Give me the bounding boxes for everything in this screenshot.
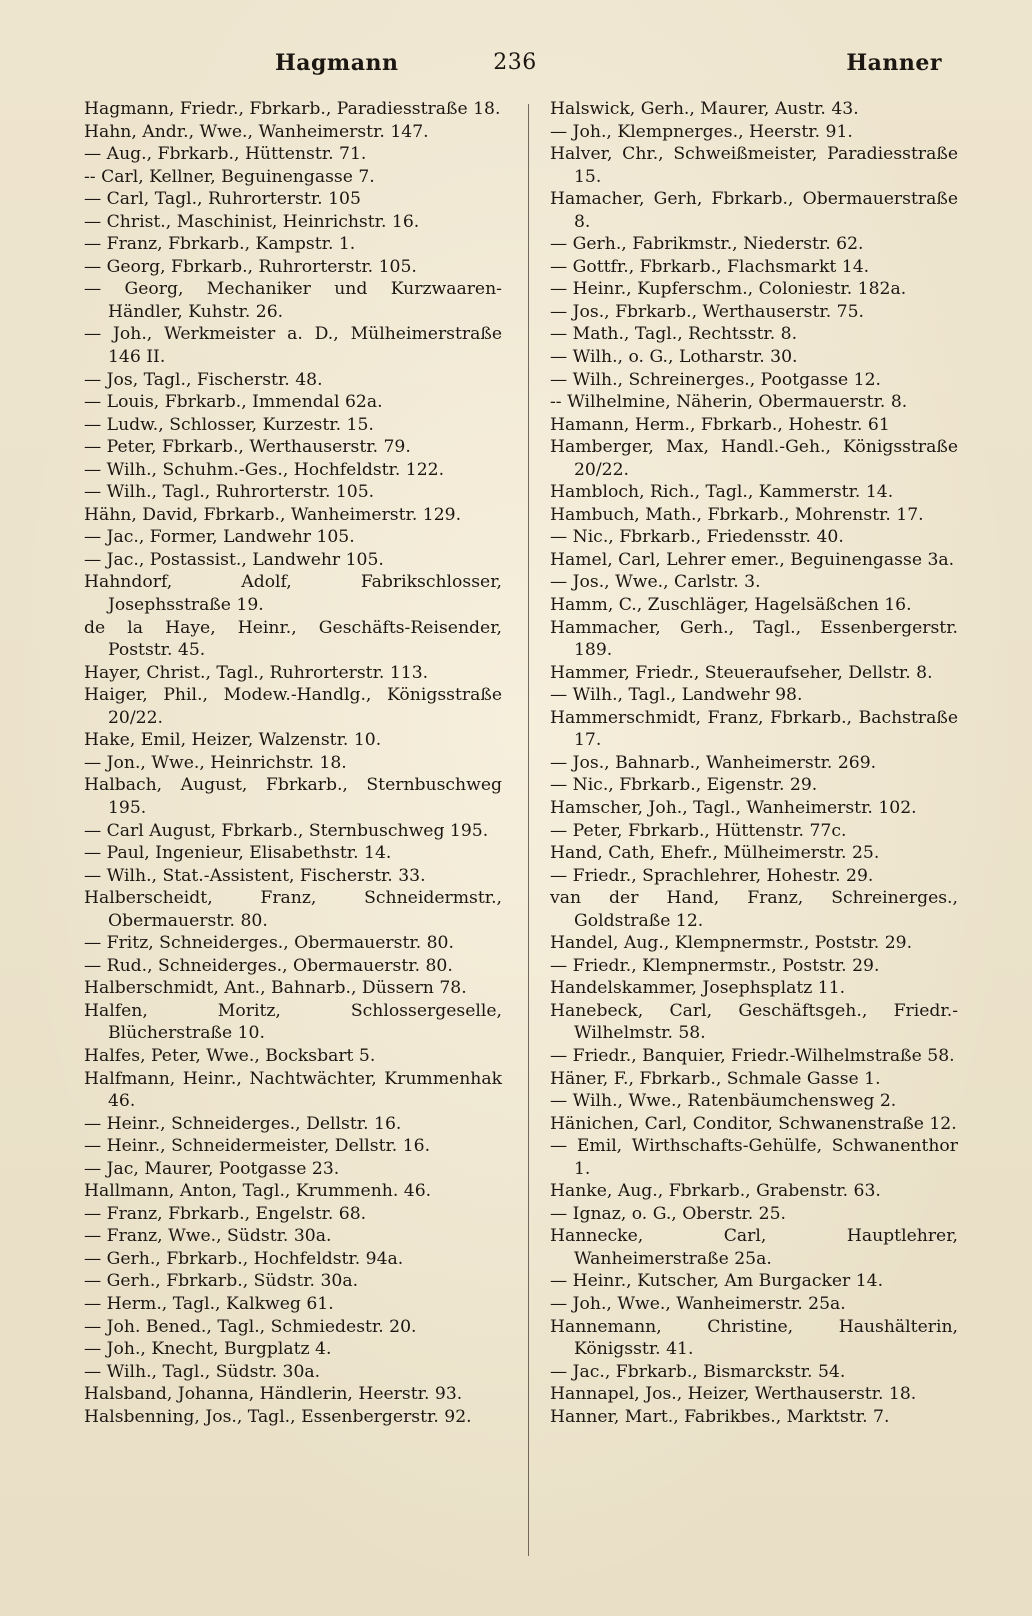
directory-entry: — Emil, Wirthschafts-Gehülfe, Schwanenthor 1. — [550, 1136, 958, 1179]
directory-entry: — Jos., Fbrkarb., Werthauserstr. 75. — [550, 301, 864, 322]
directory-entry: Hambloch, Rich., Tagl., Kammerstr. 14. — [550, 482, 894, 503]
directory-entry: — Fritz, Schneiderges., Obermauerstr. 80. — [84, 933, 454, 954]
directory-entry: Hagmann, Friedr., Fbrkarb., Paradiesstraße 18. — [84, 99, 501, 119]
directory-entry: — Joh., Knecht, Burgplatz 4. — [84, 1339, 332, 1360]
directory-entry: Haiger, Phil., Modew.-Handlg., Königsstraße 20/22. — [84, 685, 502, 728]
directory-entry: Hahndorf, Adolf, Fabrikschlosser, Josephsstraße 19. — [84, 572, 502, 616]
directory-entry: — Jac., Postassist., Landwehr 105. — [84, 549, 384, 570]
directory-entry: — Paul, Ingenieur, Elisabethstr. 14. — [84, 843, 392, 864]
directory-entry: — Herm., Tagl., Kalkweg 61. — [84, 1293, 334, 1314]
directory-entry: Handelskammer, Josephsplatz 11. — [550, 978, 846, 999]
directory-entry: Hähn, David, Fbrkarb., Wanheimerstr. 129. — [84, 504, 462, 525]
directory-entry: — Friedr., Banquier, Friedr.-Wilhelmstraße 58. — [550, 1045, 955, 1066]
directory-entry: — Jon., Wwe., Heinrichstr. 18. — [84, 752, 347, 773]
directory-entry: — Wilh., Schreinerges., Pootgasse 12. — [550, 369, 881, 390]
directory-entry: — Joh. Bened., Tagl., Schmiedestr. 20. — [84, 1316, 417, 1337]
directory-entry: — Friedr., Sprachlehrer, Hohestr. 29. — [550, 865, 874, 886]
left-column — [84, 98, 502, 1558]
directory-entry: — Joh., Werkmeister a. D., Mülheimerstraße 146 II. — [84, 324, 502, 368]
directory-entry: — Franz, Fbrkarb., Kampstr. 1. — [84, 234, 356, 255]
directory-entry: Halfmann, Heinr., Nachtwächter, Krummenhak 46. — [84, 1068, 502, 1112]
directory-entry: -- Wilhelmine, Näherin, Obermauerstr. 8. — [550, 392, 908, 413]
directory-entry: Hamberger, Max, Handl.-Geh., Königsstraße 20/22. — [550, 437, 958, 480]
directory-entry: — Jos, Tagl., Fischerstr. 48. — [84, 369, 323, 390]
directory-entry: Hamacher, Gerh, Fbrkarb., Obermauerstraße 8. — [550, 189, 958, 232]
directory-entry: Hahn, Andr., Wwe., Wanheimerstr. 147. — [84, 121, 429, 142]
directory-entry: Halsbenning, Jos., Tagl., Essenbergerstr. 92. — [84, 1406, 472, 1427]
directory-entry: — Wilh., Tagl., Ruhrorterstr. 105. — [84, 482, 375, 503]
directory-entry: Halfes, Peter, Wwe., Bocksbart 5. — [84, 1045, 376, 1066]
directory-entry: Hayer, Christ., Tagl., Ruhrorterstr. 113. — [84, 662, 429, 683]
page-header — [80, 50, 950, 86]
directory-entry: Halver, Chr., Schweißmeister, Paradiesstraße 15. — [550, 144, 958, 187]
directory-entry: — Ludw., Schlosser, Kurzestr. 15. — [84, 414, 374, 435]
directory-entry: — Christ., Maschinist, Heinrichstr. 16. — [84, 211, 420, 232]
directory-entry: — Jac., Fbrkarb., Bismarckstr. 54. — [550, 1361, 846, 1382]
directory-entry: — Georg, Fbrkarb., Ruhrorterstr. 105. — [84, 256, 417, 277]
directory-entry: — Louis, Fbrkarb., Immendal 62a. — [84, 392, 383, 413]
directory-entry: Halberscheidt, Franz, Schneidermstr., Obermauerstr. 80. — [84, 888, 502, 931]
directory-entry: — Carl August, Fbrkarb., Sternbuschweg 195. — [84, 820, 489, 841]
directory-entry: Hannecke, Carl, Hauptlehrer, Wanheimerstraße 25a. — [550, 1226, 958, 1269]
directory-entry: — Jac, Maurer, Pootgasse 23. — [84, 1158, 340, 1179]
directory-entry: Hanebeck, Carl, Geschäftsgeh., Friedr.-Wilhelmstr. 58. — [550, 1000, 958, 1044]
directory-entry: — Jos., Wwe., Carlstr. 3. — [550, 572, 761, 593]
directory-entry: — Jos., Bahnarb., Wanheimerstr. 269. — [550, 752, 877, 773]
directory-entry: Hamann, Herm., Fbrkarb., Hohestr. 61 — [550, 414, 890, 435]
directory-entry: — Jac., Former, Landwehr 105. — [84, 527, 355, 548]
directory-entry: Halberschmidt, Ant., Bahnarb., Düssern 78. — [84, 978, 467, 999]
header-right-word: Hanner — [846, 50, 942, 76]
directory-entry: — Gerh., Fabrikmstr., Niederstr. 62. — [550, 234, 864, 255]
directory-entry: — Aug., Fbrkarb., Hüttenstr. 71. — [84, 144, 367, 165]
directory-entry: — Rud., Schneiderges., Obermauerstr. 80. — [84, 955, 453, 976]
directory-entry: — Wilh., Wwe., Ratenbäumchensweg 2. — [550, 1091, 897, 1112]
directory-entry: — Heinr., Schneiderges., Dellstr. 16. — [84, 1113, 402, 1134]
directory-entry: Hamscher, Joh., Tagl., Wanheimerstr. 102. — [550, 797, 917, 818]
directory-entry: — Carl, Tagl., Ruhrorterstr. 105 — [84, 189, 361, 210]
directory-entry: Halbach, August, Fbrkarb., Sternbuschweg 195. — [84, 775, 502, 818]
directory-entry: Hammacher, Gerh., Tagl., Essenbergerstr. 189. — [550, 617, 958, 661]
directory-entry: Hänichen, Carl, Conditor, Schwanenstraße 12. — [550, 1113, 957, 1134]
directory-entry: — Wilh., Stat.-Assistent, Fischerstr. 33. — [84, 865, 426, 886]
directory-entry: — Gerh., Fbrkarb., Hochfeldstr. 94a. — [84, 1248, 404, 1269]
directory-entry: — Wilh., Tagl., Landwehr 98. — [550, 685, 803, 706]
directory-entry: — Franz, Wwe., Südstr. 30a. — [84, 1226, 332, 1247]
directory-entry: Hamel, Carl, Lehrer emer., Beguinengasse 3a. — [550, 549, 955, 570]
directory-entry: Hammer, Friedr., Steueraufseher, Dellstr. 8. — [550, 662, 933, 683]
column-divider — [528, 104, 529, 1556]
directory-entry: — Georg, Mechaniker und Kurzwaaren-Händler, Kuhstr. 26. — [84, 279, 502, 322]
directory-entry: Hand, Cath, Ehefr., Mülheimerstr. 25. — [550, 843, 880, 864]
directory-entry: — Joh., Wwe., Wanheimerstr. 25a. — [550, 1293, 846, 1314]
directory-entry: — Heinr., Kutscher, Am Burgacker 14. — [550, 1271, 884, 1292]
directory-entry: Hammerschmidt, Franz, Fbrkarb., Bachstraße 17. — [550, 707, 958, 751]
page-number: 236 — [493, 50, 537, 75]
directory-entry: Hannemann, Christine, Haushälterin, Königsstr. 41. — [550, 1316, 958, 1360]
directory-entry: Halswick, Gerh., Maurer, Austr. 43. — [550, 99, 859, 119]
directory-entry: de la Haye, Heinr., Geschäfts-Reisender, Poststr. 45. — [84, 617, 502, 661]
directory-entry: Handel, Aug., Klempnermstr., Poststr. 29. — [550, 933, 913, 954]
header-left-word: Hagmann — [275, 50, 399, 76]
directory-entry: — Wilh., Tagl., Südstr. 30a. — [84, 1361, 321, 1382]
directory-entry: — Wilh., o. G., Lotharstr. 30. — [550, 347, 798, 368]
directory-entry: Häner, F., Fbrkarb., Schmale Gasse 1. — [550, 1068, 881, 1089]
directory-entry: Hannapel, Jos., Heizer, Werthauserstr. 18. — [550, 1384, 917, 1405]
directory-entry: Halfen, Moritz, Schlossergeselle, Blücherstraße 10. — [84, 1000, 502, 1044]
directory-entry: Hanner, Mart., Fabrikbes., Marktstr. 7. — [550, 1406, 890, 1427]
directory-entry: — Ignaz, o. G., Oberstr. 25. — [550, 1203, 787, 1224]
directory-entry: — Gerh., Fbrkarb., Südstr. 30a. — [84, 1271, 359, 1292]
directory-entry: — Peter, Fbrkarb., Werthauserstr. 79. — [84, 437, 411, 458]
right-column — [550, 98, 958, 1558]
directory-entry: — Heinr., Kupferschm., Coloniestr. 182a. — [550, 279, 907, 300]
directory-entry: -- Carl, Kellner, Beguinengasse 7. — [84, 166, 375, 187]
directory-entry: — Gottfr., Fbrkarb., Flachsmarkt 14. — [550, 256, 870, 277]
directory-entry: Hanke, Aug., Fbrkarb., Grabenstr. 63. — [550, 1181, 881, 1202]
directory-entry: — Nic., Fbrkarb., Friedensstr. 40. — [550, 527, 844, 548]
directory-entry: — Peter, Fbrkarb., Hüttenstr. 77c. — [550, 820, 847, 841]
directory-entry: — Math., Tagl., Rechtsstr. 8. — [550, 324, 798, 345]
directory-entry: Hake, Emil, Heizer, Walzenstr. 10. — [84, 730, 382, 751]
directory-entry: — Franz, Fbrkarb., Engelstr. 68. — [84, 1203, 367, 1224]
directory-entry: Halsband, Johanna, Händlerin, Heerstr. 93. — [84, 1384, 463, 1405]
directory-entry: — Nic., Fbrkarb., Eigenstr. 29. — [550, 775, 818, 796]
directory-entry: — Wilh., Schuhm.-Ges., Hochfeldstr. 122. — [84, 459, 445, 480]
directory-entry: — Heinr., Schneidermeister, Dellstr. 16. — [84, 1136, 431, 1157]
directory-entry: — Friedr., Klempnermstr., Poststr. 29. — [550, 955, 880, 976]
directory-entry: Hambuch, Math., Fbrkarb., Mohrenstr. 17. — [550, 504, 924, 525]
directory-entry: Hamm, C., Zuschläger, Hagelsäßchen 16. — [550, 595, 912, 616]
directory-entry: Hallmann, Anton, Tagl., Krummenh. 46. — [84, 1181, 432, 1202]
directory-entry: — Joh., Klempnerges., Heerstr. 91. — [550, 121, 853, 142]
directory-entry: van der Hand, Franz, Schreinerges., Goldstraße 12. — [550, 888, 958, 931]
